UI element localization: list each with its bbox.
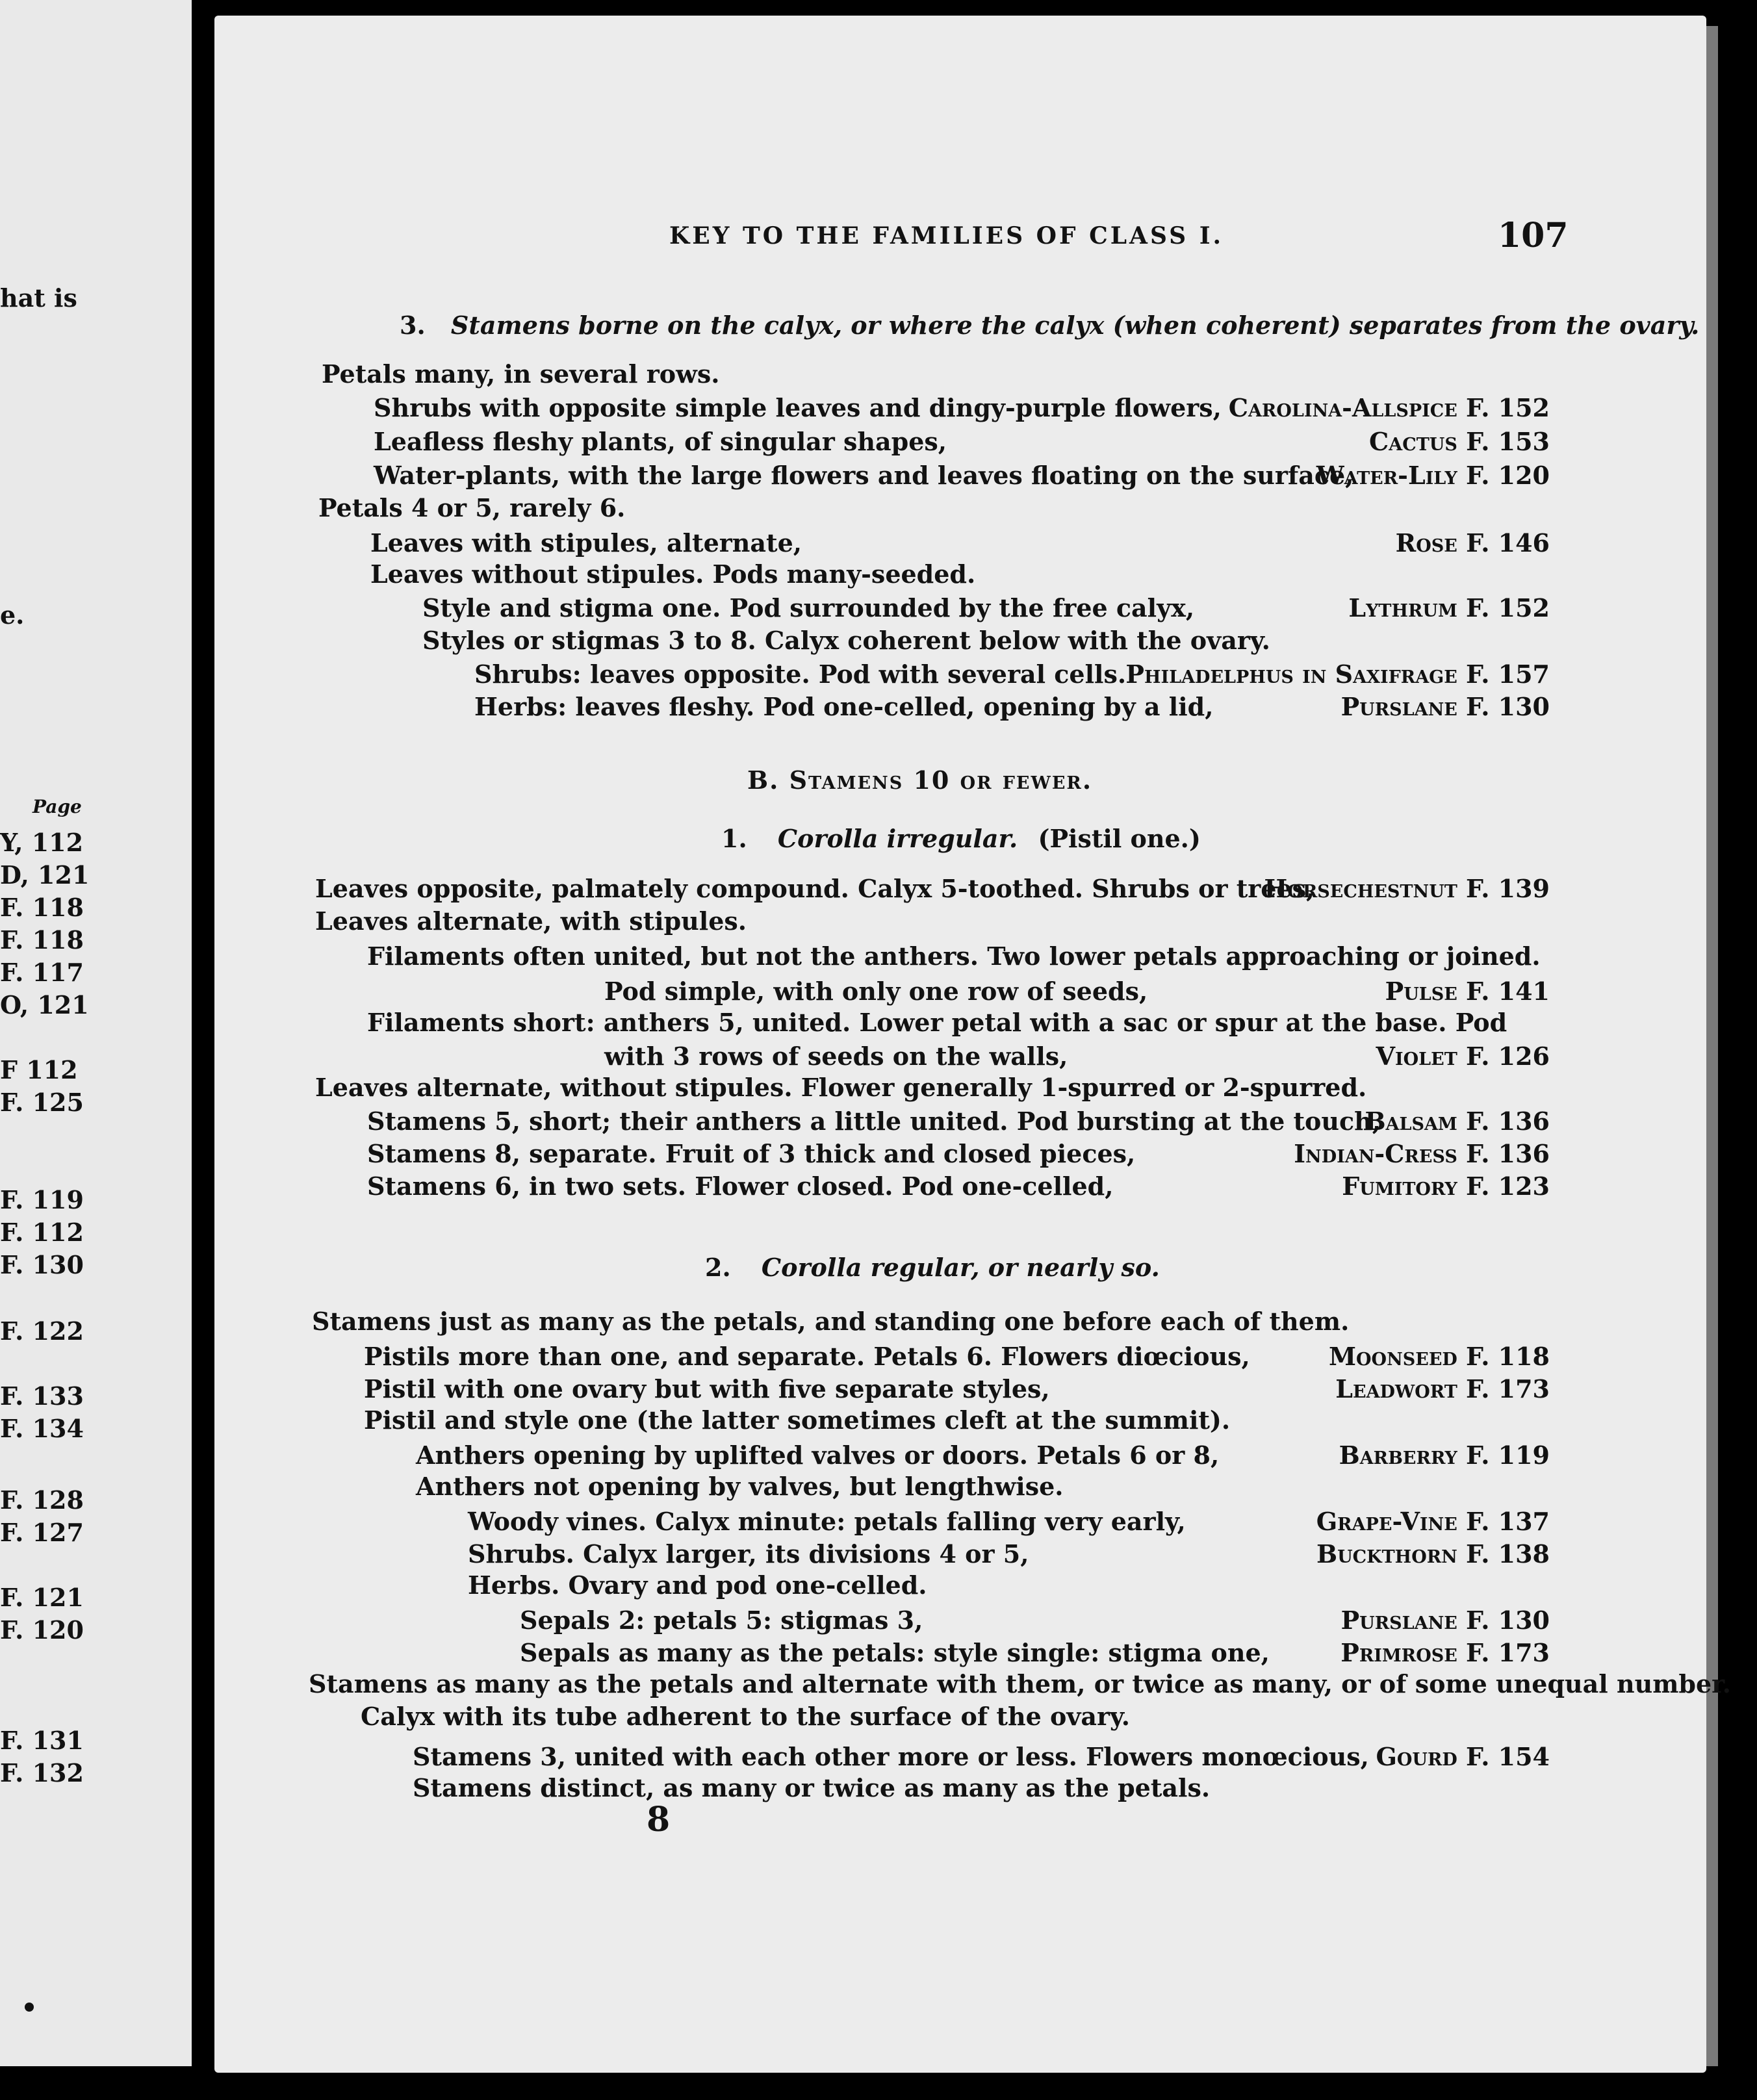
key-line (468, 1539, 1550, 1570)
key-line-family-ref: Balsam F. 136 (1365, 1107, 1550, 1136)
left-page-ref: F. 133 (0, 1381, 84, 1411)
left-page-ref: F 112 (0, 1055, 78, 1084)
key-line (315, 1072, 1550, 1103)
key-line (309, 1669, 1731, 1700)
key-line-description: Leaves alternate, without stipules. Flower generally 1-spurred or 2-spurred. (315, 1073, 1367, 1102)
key-line-family-ref: Lythrum F. 152 (1348, 593, 1550, 622)
page-number: 107 (1498, 216, 1569, 255)
key-line-description: Stamens 8, separate. Fruit of 3 thick and closed pieces, (367, 1139, 1136, 1168)
subsection-2-heading (705, 1253, 1160, 1282)
left-page-ref: F. 127 (0, 1518, 84, 1547)
key-line (364, 1341, 1550, 1372)
page-edge (1706, 26, 1718, 2066)
left-page-column-header: Page (32, 796, 82, 817)
key-line (413, 1773, 1550, 1804)
key-line (474, 659, 1550, 690)
left-page-ref: F. 118 (0, 893, 84, 922)
left-page-ref: F. 120 (0, 1615, 84, 1645)
key-line-description: Petals 4 or 5, rarely 6. (318, 493, 626, 522)
left-page-ref: F. 117 (0, 958, 84, 987)
key-line (468, 1570, 1550, 1601)
key-line (367, 1007, 1550, 1038)
key-line-family-ref: Carolina-Allspice F. 152 (1228, 393, 1550, 422)
left-page-ref: F. 119 (0, 1185, 84, 1214)
left-page-ref: O, 121 (0, 990, 89, 1019)
key-line-description: Petals many, in several rows. (322, 359, 720, 389)
key-line (364, 1374, 1550, 1405)
key-line-description: Sepals 2: petals 5: stigmas 3, (520, 1606, 923, 1635)
key-line-description: Anthers not opening by valves, but lengthwise. (416, 1472, 1064, 1501)
subsection-2-number: 2. (705, 1253, 731, 1282)
key-line (604, 1041, 1550, 1072)
subsection-1-heading (721, 824, 1201, 853)
key-line-family-ref: Pulse F. 141 (1385, 977, 1550, 1006)
key-line-description: Stamens 5, short; their anthers a little united. Pod bursting at the touch, (367, 1107, 1381, 1136)
left-page-ref: F. 134 (0, 1414, 84, 1443)
key-line-description: with 3 rows of seeds on the walls, (604, 1042, 1068, 1071)
key-line-family-ref: Indian-Cress F. 136 (1294, 1139, 1550, 1168)
left-fragment-mid: e. (0, 600, 25, 630)
key-line (474, 691, 1550, 723)
left-page-ref: F. 118 (0, 925, 84, 954)
left-page-ref: F. 132 (0, 1758, 84, 1787)
key-line-description: Stamens as many as the petals and alternate with them, or twice as many, or of some unequal number. (309, 1669, 1731, 1698)
key-line (367, 941, 1550, 972)
key-line-description: Leafless fleshy plants, of singular shapes, (374, 427, 947, 456)
section-3-heading (400, 311, 1699, 340)
key-line-description: Shrubs. Calyx larger, its divisions 4 or 5, (468, 1539, 1029, 1569)
key-line-description: Sepals as many as the petals: style single: stigma one, (520, 1638, 1270, 1667)
key-line-description: Shrubs: leaves opposite. Pod with several cells. (474, 659, 1127, 689)
key-line-description: Stamens 6, in two sets. Flower closed. Pod one-celled, (367, 1172, 1114, 1201)
subsection-1-number: 1. (721, 824, 747, 853)
previous-page-margin (0, 0, 192, 2066)
key-line-description: Leaves with stipules, alternate, (370, 528, 802, 557)
left-page-ref: F. 122 (0, 1316, 84, 1346)
key-line-family-ref: Violet F. 126 (1376, 1042, 1550, 1071)
key-line (312, 1306, 1550, 1337)
key-line (315, 873, 1550, 904)
subsection-1-italic: Corolla irregular. (777, 824, 1018, 853)
running-head: KEY TO THE FAMILIES OF CLASS I. (669, 222, 1224, 250)
key-line (422, 625, 1550, 656)
key-line-description: Styles or stigmas 3 to 8. Calyx coherent below with the ovary. (422, 626, 1270, 655)
key-line (315, 906, 1550, 937)
key-line-family-ref: Philadelphus in Saxifrage F. 157 (1125, 659, 1550, 689)
key-line (374, 392, 1550, 424)
key-line-family-ref: Purslane F. 130 (1340, 692, 1550, 721)
key-line-family-ref: Rose F. 146 (1395, 528, 1550, 557)
ink-speck (25, 2003, 34, 2012)
key-line-family-ref: Horsechestnut F. 139 (1264, 874, 1550, 903)
key-line-description: Filaments short: anthers 5, united. Lower petal with a sac or spur at the base. Pod (367, 1008, 1507, 1037)
key-line-description: Pistil and style one (the latter sometimes cleft at the summit). (364, 1405, 1231, 1435)
key-line (361, 1701, 1550, 1732)
key-line (413, 1741, 1550, 1773)
key-line (367, 1138, 1550, 1170)
key-line-description: Calyx with its tube adherent to the surface of the ovary. (361, 1702, 1130, 1731)
key-line-family-ref: Grape-Vine F. 137 (1316, 1507, 1550, 1536)
key-line-description: Herbs. Ovary and pod one-celled. (468, 1570, 927, 1600)
subsection-2-italic: Corolla regular, or nearly so. (761, 1253, 1160, 1282)
key-line (520, 1605, 1550, 1636)
key-line-description: Pod simple, with only one row of seeds, (604, 977, 1148, 1006)
key-line-family-ref: Buckthorn F. 138 (1316, 1539, 1550, 1569)
key-line-family-ref: Barberry F. 119 (1339, 1441, 1550, 1470)
key-line-description: Herbs: leaves fleshy. Pod one-celled, opening by a lid, (474, 692, 1214, 721)
key-line-description: Shrubs with opposite simple leaves and dingy-purple flowers, (374, 393, 1222, 422)
key-line-description: Anthers opening by uplifted valves or doors. Petals 6 or 8, (416, 1441, 1220, 1470)
left-fragment-top: hat is (0, 283, 77, 313)
key-line (322, 359, 1550, 390)
key-line-family-ref: Fumitory F. 123 (1342, 1172, 1550, 1201)
left-page-ref: F. 130 (0, 1250, 84, 1279)
key-line-family-ref: Purslane F. 130 (1340, 1606, 1550, 1635)
key-line (364, 1405, 1550, 1436)
section-b-heading: B. Stamens 10 or fewer. (747, 765, 1093, 795)
key-line-description: Style and stigma one. Pod surrounded by the free calyx, (422, 593, 1195, 622)
key-line-description: Stamens distinct, as many or twice as many as the petals. (413, 1773, 1211, 1802)
key-line-family-ref: Moonseed F. 118 (1328, 1342, 1550, 1371)
key-line (367, 1171, 1550, 1202)
key-line (318, 493, 1550, 524)
key-line-description: Filaments often united, but not the anthers. Two lower petals approaching or joined. (367, 941, 1541, 971)
key-line (374, 460, 1550, 491)
section-3-number: 3. (400, 311, 426, 340)
subsection-1-note: (Pistil one.) (1038, 824, 1201, 853)
key-line-family-ref: Gourd F. 154 (1376, 1742, 1550, 1771)
key-line-description: Pistil with one ovary but with five separate styles, (364, 1374, 1050, 1403)
key-line (370, 528, 1550, 559)
key-line (370, 559, 1550, 590)
key-line-family-ref: Primrose F. 173 (1340, 1638, 1550, 1667)
left-page-ref: Y, 112 (0, 828, 84, 857)
key-line (422, 593, 1550, 624)
left-page-ref: F. 121 (0, 1583, 84, 1612)
key-line (367, 1106, 1550, 1137)
key-line-family-ref: Leadwort F. 173 (1335, 1374, 1550, 1403)
left-page-ref: F. 131 (0, 1726, 84, 1755)
section-3-text: Stamens borne on the calyx, or where the calyx (when coherent) separates from the ovary. (450, 311, 1700, 340)
left-page-ref: F. 128 (0, 1485, 84, 1515)
key-line-description: Leaves without stipules. Pods many-seeded. (370, 559, 976, 589)
key-line-description: Woody vines. Calyx minute: petals falling very early, (468, 1507, 1186, 1536)
key-line-description: Leaves alternate, with stipules. (315, 906, 747, 936)
key-line-family-ref: Water-Lily F. 120 (1316, 461, 1550, 490)
left-page-ref: F. 125 (0, 1088, 84, 1117)
key-line (520, 1637, 1550, 1669)
key-line-description: Stamens just as many as the petals, and standing one before each of them. (312, 1307, 1350, 1336)
key-line-description: Pistils more than one, and separate. Petals 6. Flowers diœcious, (364, 1342, 1250, 1371)
key-line (416, 1440, 1550, 1471)
key-line-description: Stamens 3, united with each other more or less. Flowers monœcious, (413, 1742, 1369, 1771)
key-line-family-ref: Cactus F. 153 (1369, 427, 1550, 456)
key-line-description: Leaves opposite, palmately compound. Calyx 5-toothed. Shrubs or trees, (315, 874, 1315, 903)
key-line (604, 976, 1550, 1007)
key-line-description: Water-plants, with the large flowers and leaves floating on the surface, (374, 461, 1354, 490)
signature-mark: 8 (647, 1800, 671, 1839)
key-line (416, 1471, 1550, 1502)
left-page-ref: D, 121 (0, 860, 90, 890)
key-line (468, 1506, 1550, 1537)
left-page-ref: F. 112 (0, 1218, 84, 1247)
key-line (374, 426, 1550, 457)
